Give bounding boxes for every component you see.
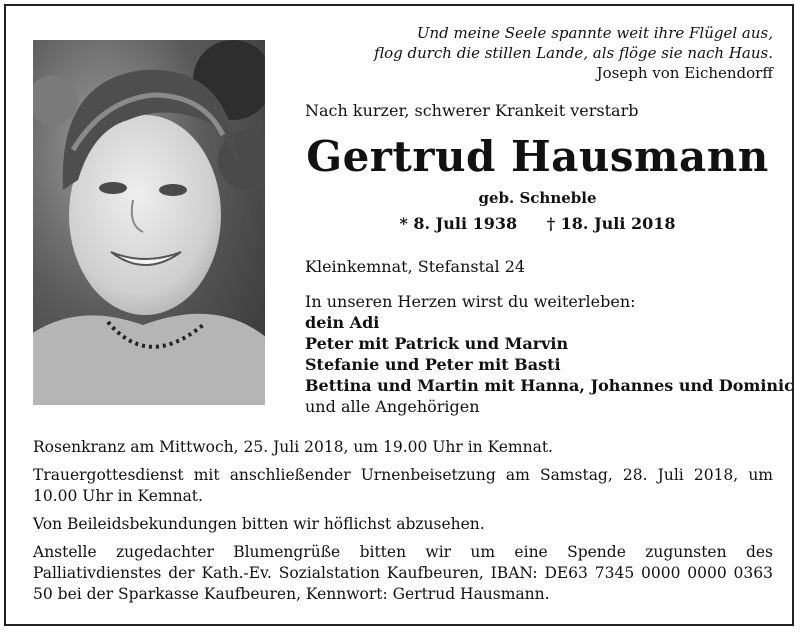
family-address: Kleinkemnat, Stefanstal 24 xyxy=(305,257,526,276)
mourners-list xyxy=(305,291,794,417)
mourners-closing: und alle Angehörigen xyxy=(305,397,480,416)
life-dates xyxy=(300,214,775,233)
poem-author: Joseph von Eichendorff xyxy=(596,64,773,82)
mourner-entry: Peter mit Patrick und Marvin xyxy=(305,334,569,353)
service-notices xyxy=(33,437,773,612)
maiden-name: geb. Schneble xyxy=(478,189,597,207)
death-announcement-intro: Nach kurzer, schwerer Krankeit verstarb xyxy=(305,101,639,120)
mourner-entry: dein Adi xyxy=(305,313,380,332)
poem-line-1: Und meine Seele spannte weit ihre Flügel aus, xyxy=(416,24,773,42)
poem-line-2: flog durch die stillen Lande, als flöge sie nach Haus. xyxy=(374,44,773,62)
mourner-entry: Stefanie und Peter mit Basti xyxy=(305,355,561,374)
funeral-service-notice: Trauergottesdienst mit anschließender Urnenbeisetzung am Samstag, 28. Juli 2018, um 10.00 Uhr in Kemnat. xyxy=(33,466,773,505)
memorial-poem xyxy=(300,23,773,83)
donation-notice: Anstelle zugedachter Blumengrüße bitten wir um eine Spende zugunsten des Palliativdienstes der Kath.-Ev. Sozialstation Kaufbeuren, IBAN: DE63 7345 0000 0000 0363 50 bei der Sparkasse Kaufbeuren, Kennwort: Gertrud Hausmann. xyxy=(33,543,773,603)
condolence-notice: Von Beileidsbekundungen bitten wir höflichst abzusehen. xyxy=(33,515,485,533)
mourners-intro: In unseren Herzen wirst du weiterleben: xyxy=(305,292,636,311)
deceased-name: Gertrud Hausmann xyxy=(306,132,769,181)
birth-date: * 8. Juli 1938 xyxy=(399,214,518,233)
mourner-entry: Bettina und Martin mit Hanna, Johannes und Dominic xyxy=(305,376,794,395)
portrait-photo xyxy=(33,40,265,405)
rosary-notice: Rosenkranz am Mittwoch, 25. Juli 2018, um 19.00 Uhr in Kemnat. xyxy=(33,438,553,456)
death-date: † 18. Juli 2018 xyxy=(546,214,676,233)
